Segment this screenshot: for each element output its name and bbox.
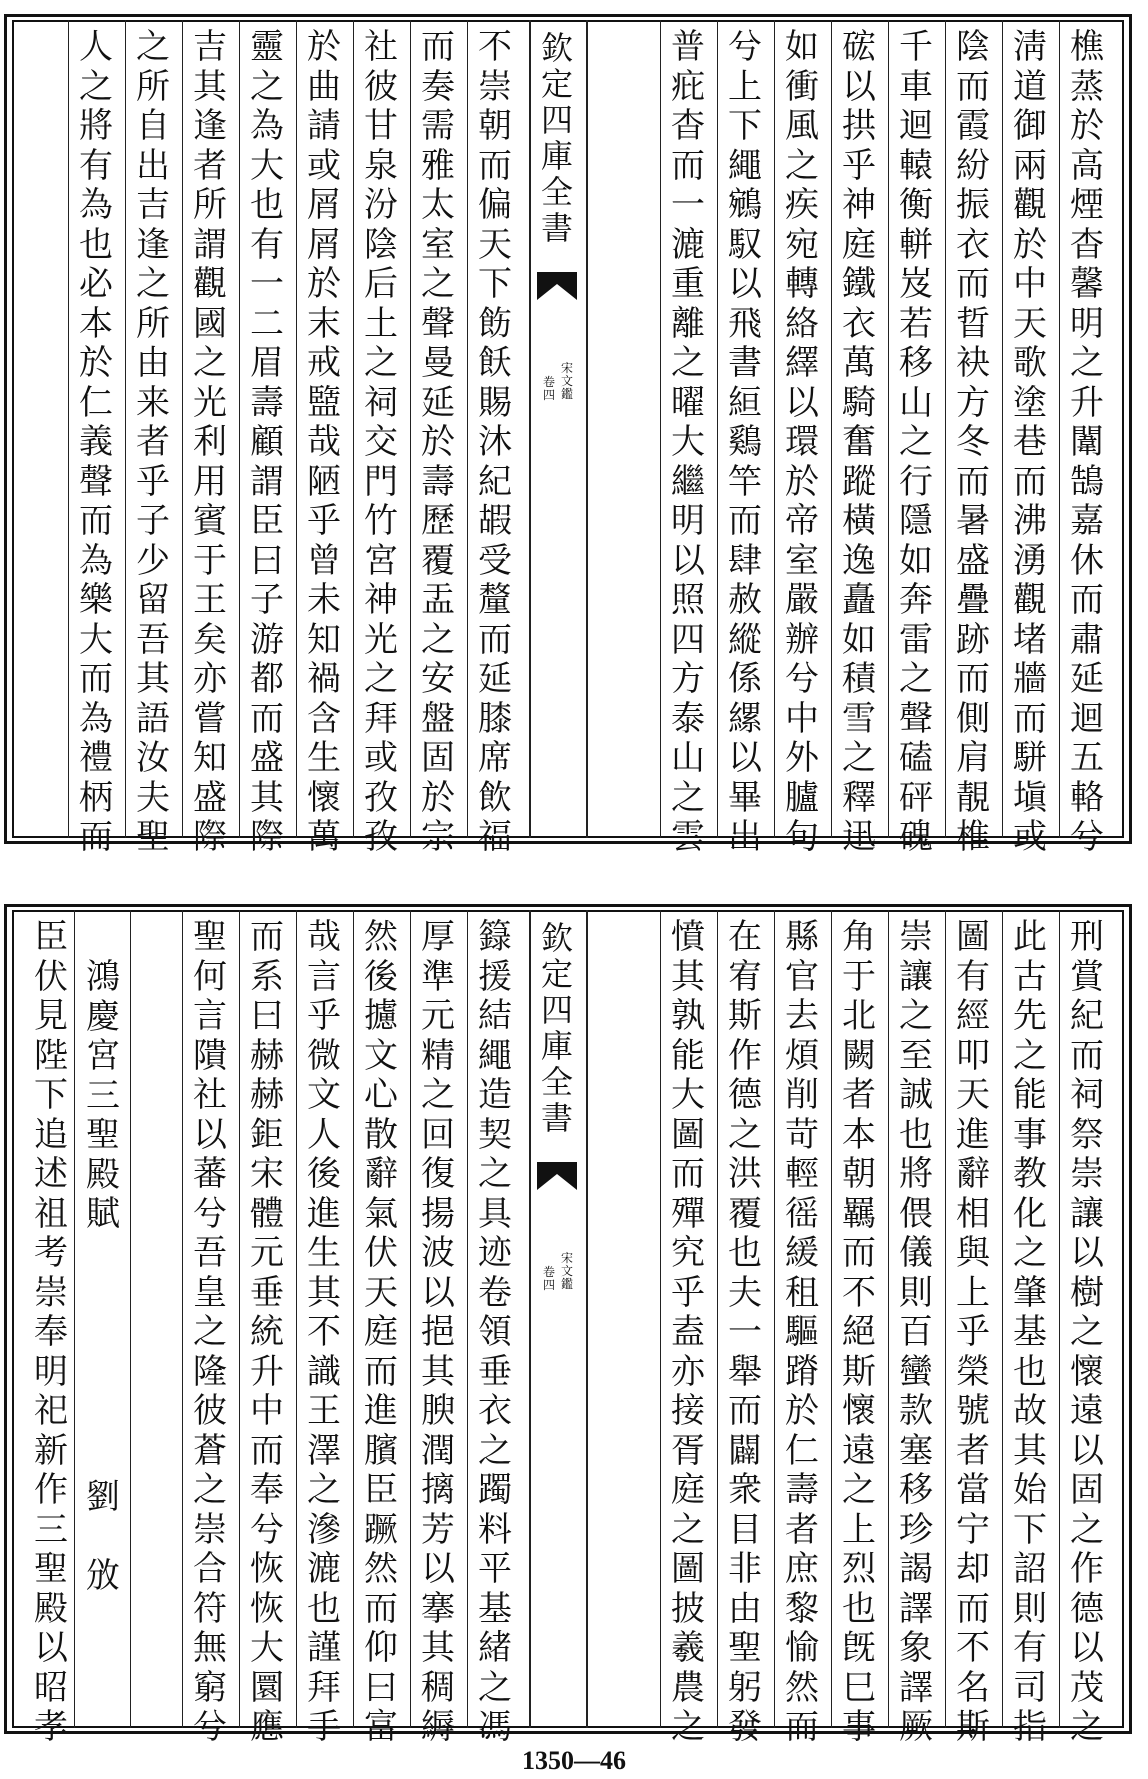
volume-label [535,1252,579,1332]
text-column-left-4: 哉 言 乎 微 文 人 後 進 生 其 不 識 王 澤 之 滲 漉 也 謹 拜 手 [307,917,341,1747]
column-rule [831,20,832,838]
text-column-right-8: 普 疪 杳 而 一 漉 重 離 之 曜 大 繼 明 以 照 四 方 泰 山 之 雲 [671,27,705,857]
text-column-right-6: 如 衝 風 之 疾 宛 轉 絡 繹 以 環 於 帝 室 嚴 辦 兮 中 外 臚 句 [785,27,819,857]
column-rule [74,910,75,1728]
column-rule [774,20,775,838]
column-rule [774,910,775,1728]
text-column-left-2: 厚 準 元 精 之 回 復 揚 波 以 挹 其 腴 潤 摛 芳 以 搴 其 稠 縟 [421,917,455,1747]
author-name: 劉 攽 [86,1477,120,1596]
text-column-left-8: 人 之 將 有 為 也 必 本 於 仁 義 聲 而 為 樂 大 而 為 禮 柄 而 [79,27,113,857]
volume-number: 卷 四 [543,375,556,402]
book-name: 宋 文 鑑 [561,361,574,401]
text-column-left-4: 於 曲 請 或 屑 屑 於 末 戒 盬 哉 陋 乎 曾 未 知 禍 含 生 懷 萬 [307,27,341,857]
center-fold-column [531,22,583,836]
text-column-right-3: 陰 而 霞 紛 振 衣 而 晢 袂 方 冬 而 暑 盛 疊 跡 而 側 肩 靚 椎 [956,27,990,857]
fishtail-mark-icon [537,1162,577,1202]
column-rule [296,910,297,1728]
volume-number: 卷 四 [543,1265,556,1292]
text-column-right-4: 千 車 迴 轅 衡 軿 岌 若 移 山 之 行 隱 如 奔 雷 之 聲 磕 砰 磈 [899,27,933,857]
text-column-left-5: 而 系 曰 赫 赫 鉅 宋 體 元 垂 統 升 中 而 奉 兮 恢 恢 大 圜 應 [250,917,284,1747]
page-number: 1350—46 [522,1746,626,1775]
fold-rule [529,20,531,838]
top-page [4,14,1132,857]
column-rule [182,20,183,838]
column-rule [660,20,661,838]
text-column-right-3: 圖 有 經 叩 天 進 辭 相 與 上 乎 榮 號 者 當 宁 却 而 不 名 斯 [956,917,990,1747]
column-rule [831,910,832,1728]
volume-label [535,362,579,442]
column-rule [410,20,411,838]
text-column-left-1: 不 崇 朝 而 偏 天 下 飭 飫 賜 沐 紀 嘏 受 釐 而 延 膝 席 飲 福 [478,27,512,857]
column-rule [945,910,946,1728]
text-column-right-2: 淸 道 御 兩 觀 於 中 天 歌 塗 巷 而 沸 湧 觀 堵 牆 而 駢 塡 或 [1013,27,1047,857]
column-rule [888,20,889,838]
fold-rule [586,20,588,838]
column-rule [353,910,354,1728]
text-column-right-5: 角 于 北 闕 者 本 朝 羈 而 不 絕 斯 懷 遠 之 上 烈 也 旣 巳 事 [842,917,876,1747]
column-rule [467,20,468,838]
column-rule [888,910,889,1728]
column-rule [296,20,297,838]
column-rule [68,20,69,838]
text-column-left-6: 聖 何 言 隤 社 以 蕃 兮 吾 皇 之 隆 彼 蒼 之 崇 合 符 無 窮 兮 [193,917,227,1747]
bottom-page [4,904,1132,1747]
column-rule [130,910,131,1728]
fishtail-mark-icon [537,272,577,312]
text-column-right-4: 崇 讓 之 至 誠 也 將 偎 儀 則 百 蠻 款 塞 移 珍 謁 譯 象 譯 厥 [899,917,933,1747]
column-rule [353,20,354,838]
text-column-left-6: 吉 其 逢 者 所 謂 觀 國 之 光 利 用 賓 于 王 矣 亦 嘗 知 盛 際 [193,27,227,857]
text-column-last: 臣 伏 見 陛 下 追 述 祖 考 崇 奉 明 祀 新 作 三 聖 殿 以 昭 孝 [34,917,68,1747]
text-column-right-1: 樵 蒸 於 高 煙 杳 馨 明 之 升 闈 鵠 嘉 休 而 肅 延 迴 五 輅 兮 [1070,27,1104,857]
column-rule [467,910,468,1728]
text-column-right-7: 在 宥 斯 作 德 之 洪 覆 也 夫 一 舉 而 闢 衆 目 非 由 聖 躬 發 [728,917,762,1747]
text-column-right-8: 憤 其 孰 能 大 圖 而 殫 究 乎 盍 亦 接 胥 庭 之 圖 披 羲 農 之 [671,917,705,1747]
book-title: 欽 定 四 庫 全 書 [540,919,573,1137]
text-column-left-1: 籙 援 結 繩 造 契 之 具 迹 卷 領 垂 衣 之 躅 料 平 基 緒 之 馮 [478,917,512,1747]
text-column-left-5: 靈 之 為 大 也 有 一 二 眉 壽 顧 謂 臣 曰 子 游 都 而 盛 其 際 [250,27,284,857]
fold-rule [586,910,588,1728]
column-rule [1059,910,1060,1728]
column-rule [660,910,661,1728]
column-rule [239,20,240,838]
column-rule [410,910,411,1728]
column-rule [125,20,126,838]
text-column-left-3: 社 彼 甘 泉 汾 陰 后 土 之 祠 交 門 竹 宮 神 光 之 拜 或 孜 孜 [364,27,398,857]
column-rule [717,910,718,1728]
center-fold-column [531,912,583,1726]
column-rule [182,910,183,1728]
text-column-right-1: 刑 賞 紀 而 祠 祭 崇 讓 以 樹 之 懷 遠 以 固 之 作 德 以 茂 之 [1070,917,1104,1747]
text-column-right-2: 此 古 先 之 能 事 教 化 之 肇 基 也 故 其 始 下 詔 則 有 司 指 [1013,917,1047,1747]
text-column-right-6: 縣 官 去 煩 削 苛 輕 徭 緩 租 驅 蹐 於 仁 壽 者 庶 黎 愉 然 而 [785,917,819,1747]
fold-rule [529,910,531,1728]
title-author-column [80,918,126,1718]
text-column-left-2: 而 奏 需 雅 太 室 之 聲 曼 延 於 壽 歷 覆 盂 之 安 盤 固 於 宗 [421,27,455,857]
column-rule [717,20,718,838]
essay-title: 鴻 慶 宮 三 聖 殿 賦 [86,957,120,1234]
column-rule [1059,20,1060,838]
column-rule [239,910,240,1728]
book-name: 宋 文 鑑 [561,1251,574,1291]
column-rule [1002,910,1003,1728]
book-title: 欽 定 四 庫 全 書 [540,29,573,247]
text-column-right-5: 硡 以 拱 乎 神 庭 鐵 衣 萬 騎 奮 蹤 橫 逸 矗 如 積 雪 之 釋 迅 [842,27,876,857]
text-column-left-7: 之 所 自 出 吉 逢 之 所 由 来 者 乎 子 少 留 吾 其 語 汝 夫 聖 [136,27,170,857]
text-column-right-7: 兮 上 下 繩 鵷 馭 以 飛 書 絙 鷄 竿 而 肆 赦 縱 係 縲 以 畢 出 [728,27,762,857]
column-rule [945,20,946,838]
text-column-left-3: 然 後 攄 文 心 散 辭 氣 伏 天 庭 而 進 臏 臣 蹶 然 而 仰 曰 富 [364,917,398,1747]
column-rule [1002,20,1003,838]
